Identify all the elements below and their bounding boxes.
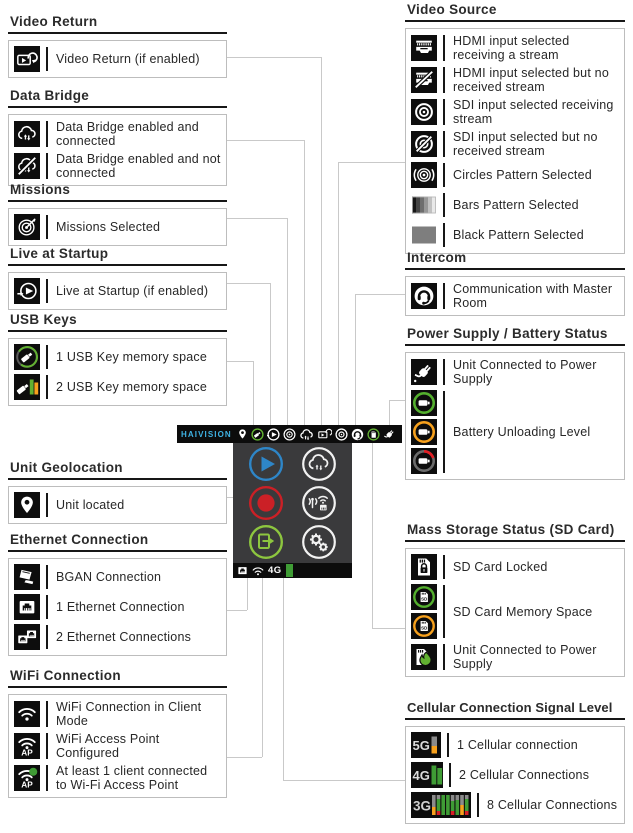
- data-bridge-connected-icon: [14, 121, 40, 147]
- legend-label: WiFi Access Point Configured: [56, 732, 160, 760]
- svg-text:SD: SD: [421, 596, 428, 602]
- legend-label: Black Pattern Selected: [453, 228, 584, 242]
- legend-box: [8, 208, 227, 246]
- video-return-icon: [14, 46, 40, 72]
- power-plug-icon: [383, 428, 396, 441]
- hdmi-no-stream-icon: [411, 67, 437, 93]
- sd-flame-icon: [411, 644, 437, 670]
- connector-video-return: [321, 57, 322, 425]
- legend-row: [14, 372, 221, 402]
- status-icons: [237, 428, 396, 441]
- legend-row: [411, 64, 619, 96]
- play-button[interactable]: [248, 446, 284, 482]
- legend-label: BGAN Connection: [56, 570, 162, 584]
- legend-box: [8, 486, 227, 524]
- haivision-logo: HAIVISION: [181, 429, 232, 439]
- legend-box: [8, 40, 227, 78]
- section-mass-storage: [405, 522, 625, 677]
- row-divider: [443, 223, 445, 247]
- wifi-client-icon: [14, 701, 40, 727]
- section-title: Data Bridge: [8, 88, 227, 108]
- section-data-bridge: [8, 88, 227, 186]
- connector-live-at-startup: [270, 283, 271, 425]
- connector-missions: [287, 218, 288, 425]
- row-divider: [443, 99, 445, 125]
- legend-row: [411, 582, 619, 641]
- live-at-startup-icon: [267, 428, 280, 441]
- section-title: Cellular Connection Signal Level: [405, 700, 625, 720]
- row-divider: [447, 733, 449, 757]
- legend-row: [14, 44, 221, 74]
- network-button[interactable]: [301, 485, 337, 521]
- record-button[interactable]: [248, 485, 284, 521]
- battery-level-icons: [411, 390, 437, 474]
- connector-mass-storage: [372, 628, 405, 629]
- legend-row: [411, 790, 619, 820]
- legend-row: [14, 118, 221, 150]
- section-ethernet: [8, 532, 227, 656]
- circles-pattern-icon: [411, 162, 437, 188]
- row-divider: [443, 283, 445, 309]
- legend-label: Circles Pattern Selected: [453, 168, 592, 182]
- data-bridge-cloud-icon: [299, 428, 315, 441]
- legend-row: [14, 762, 221, 794]
- battery-low-icon: [411, 448, 437, 474]
- row-divider: [449, 763, 451, 787]
- legend-label: 1 Ethernet Connection: [56, 600, 185, 614]
- cellular-3g-icon: [411, 792, 471, 818]
- legend-label: SDI input selected but no received stream: [453, 130, 598, 158]
- legend-box: [8, 338, 227, 406]
- legend-label: 1 USB Key memory space: [56, 350, 207, 364]
- missions-target-icon: [283, 428, 296, 441]
- row-divider: [46, 625, 48, 649]
- svg-text:AP: AP: [21, 780, 33, 789]
- connector-video-return: [227, 57, 321, 58]
- legend-row: [411, 760, 619, 790]
- legend-row: [411, 730, 619, 760]
- legend-box: [8, 114, 227, 186]
- sd-memory-high-icon: [411, 584, 437, 610]
- row-divider: [46, 595, 48, 619]
- row-divider: [477, 793, 479, 817]
- row-divider: [46, 279, 48, 303]
- bars-pattern-icon: [411, 192, 437, 218]
- legend-row: [411, 356, 619, 388]
- legend-row: [14, 730, 221, 762]
- legend-box: [405, 352, 625, 480]
- row-divider: [46, 375, 48, 399]
- connector-data-bridge: [227, 140, 304, 141]
- connector-cellular: [283, 780, 405, 781]
- row-divider: [46, 47, 48, 71]
- battery-high-icon: [411, 390, 437, 416]
- legend-label: Communication with Master Room: [453, 282, 613, 310]
- row-divider: [46, 215, 48, 239]
- settings-button[interactable]: [301, 524, 337, 560]
- row-divider: [443, 193, 445, 217]
- legend-label: Unit Connected to Power Supply: [453, 643, 597, 671]
- svg-text:5G: 5G: [412, 738, 430, 753]
- row-divider: [443, 644, 445, 670]
- section-wifi: [8, 668, 227, 798]
- sd-memory-icons: [411, 584, 437, 639]
- section-title: Unit Geolocation: [8, 460, 227, 480]
- row-divider: [46, 345, 48, 369]
- legend-row: [14, 342, 221, 372]
- row-divider: [443, 35, 445, 61]
- legend-row: [411, 220, 619, 250]
- legend-label: Live at Startup (if enabled): [56, 284, 209, 298]
- legend-row: [14, 276, 221, 306]
- sdi-connector-icon: [335, 428, 348, 441]
- data-bridge-button[interactable]: [301, 446, 337, 482]
- section-title: Video Source: [405, 2, 625, 22]
- ethernet-icon: [237, 565, 248, 576]
- legend-label: At least 1 client connected to Wi-Fi Access Point: [56, 764, 208, 792]
- row-divider: [46, 765, 48, 791]
- row-divider: [443, 391, 445, 473]
- legend-row: [411, 96, 619, 128]
- legend-row: [411, 280, 619, 312]
- legend-label: Unit Connected to Power Supply: [453, 358, 597, 386]
- row-divider: [46, 701, 48, 727]
- legend-label: HDMI input selected but no received stream: [453, 66, 609, 94]
- sd-memory-low-icon: [411, 613, 437, 639]
- video-return-icon: [318, 428, 332, 440]
- connector-intercom: [355, 294, 356, 425]
- section-title: Mass Storage Status (SD Card): [405, 522, 625, 542]
- connector-usb-keys: [227, 361, 253, 362]
- connector-cellular: [283, 578, 284, 780]
- legend-row: [14, 212, 221, 242]
- missions-icon: [14, 214, 40, 240]
- sdi-stream-icon: [411, 99, 437, 125]
- row-divider: [443, 131, 445, 157]
- row-divider: [443, 67, 445, 93]
- usb-key-1-icon: [14, 344, 40, 370]
- connector-wifi: [227, 757, 262, 758]
- legend-box: [405, 28, 625, 254]
- legend-label: Data Bridge enabled and connected: [56, 120, 199, 148]
- battery-medium-icon: [411, 419, 437, 445]
- section-title: Live at Startup: [8, 246, 227, 266]
- section-title: WiFi Connection: [8, 668, 227, 688]
- legend-label: Battery Unloading Level: [453, 425, 591, 439]
- power-plug-icon: [411, 359, 437, 385]
- legend-label: 2 USB Key memory space: [56, 380, 207, 394]
- cellular-4g-icon: [411, 762, 443, 788]
- intercom-headset-icon: [411, 283, 437, 309]
- section-cellular: [405, 700, 625, 824]
- section-missions: [8, 182, 227, 246]
- connector-data-bridge: [304, 140, 305, 425]
- svg-text:SD: SD: [421, 625, 428, 631]
- legend-label: HDMI input selected receiving a stream: [453, 34, 570, 62]
- svg-text:4G: 4G: [412, 768, 430, 783]
- legend-box: [8, 272, 227, 310]
- section-title: Video Return: [8, 14, 227, 34]
- sd-locked-icon: [411, 554, 437, 580]
- section-intercom: [405, 250, 625, 316]
- legend-box: [8, 558, 227, 656]
- ethernet-2-icon: [14, 624, 40, 650]
- device-status-top-bar: [177, 425, 402, 443]
- cellular-5g-icon: [411, 732, 441, 758]
- legend-label: Bars Pattern Selected: [453, 198, 579, 212]
- connector-power: [389, 400, 405, 401]
- legend-label: 8 Cellular Connections: [487, 798, 618, 812]
- connector-video-source: [338, 162, 405, 163]
- section-title: Ethernet Connection: [8, 532, 227, 552]
- legend-box: [8, 694, 227, 798]
- legend-row: [14, 490, 221, 520]
- connector-ethernet: [247, 578, 248, 610]
- legend-box: [405, 548, 625, 677]
- legend-box: [405, 276, 625, 316]
- usb-key-2-icon: [14, 374, 40, 400]
- connector-usb-keys: [253, 361, 254, 425]
- wifi-ap-icon: [14, 733, 40, 759]
- svg-text:3G: 3G: [413, 798, 432, 814]
- legend-label: SD Card Memory Space: [453, 604, 593, 619]
- hdmi-stream-icon: [411, 35, 437, 61]
- wifi-icon: [252, 566, 264, 576]
- network-type-label: 4G: [268, 565, 282, 576]
- legend-row: [14, 150, 221, 182]
- section-video-return: [8, 14, 227, 78]
- black-pattern-icon: [411, 222, 437, 248]
- sd-card-icon: [367, 428, 380, 441]
- legend-row: [411, 32, 619, 64]
- legend-label: SDI input selected receiving stream: [453, 98, 614, 126]
- section-video-source: [405, 2, 625, 254]
- legend-label: Data Bridge enabled and not connected: [56, 152, 221, 180]
- row-divider: [46, 733, 48, 759]
- row-divider: [46, 121, 48, 147]
- section-usb-keys: [8, 312, 227, 406]
- ethernet-1-icon: [14, 594, 40, 620]
- section-title: Intercom: [405, 250, 625, 270]
- row-divider: [46, 565, 48, 589]
- device-screen: [233, 443, 352, 563]
- connector-power: [389, 400, 390, 425]
- section-title: Power Supply / Battery Status: [405, 326, 625, 346]
- legend-row: [14, 592, 221, 622]
- legend-box: [405, 726, 625, 824]
- live-at-startup-icon: [14, 278, 40, 304]
- legend-row: [411, 641, 619, 673]
- legend-row: [14, 562, 221, 592]
- bgan-icon: [14, 564, 40, 590]
- section-unit-geolocation: [8, 460, 227, 524]
- legend-row: [14, 698, 221, 730]
- row-divider: [46, 153, 48, 179]
- usb-key-icon: [251, 428, 264, 441]
- connector-video-source: [338, 162, 339, 425]
- row-divider: [443, 555, 445, 579]
- legend-label: Unit located: [56, 498, 125, 512]
- connector-intercom: [355, 294, 405, 295]
- row-divider: [443, 359, 445, 385]
- section-title: Missions: [8, 182, 227, 202]
- geolocation-pin-icon: [237, 428, 248, 441]
- legend-row: [411, 128, 619, 160]
- legend-row: [411, 190, 619, 220]
- connector-ethernet: [227, 610, 247, 611]
- section-live-at-startup: [8, 246, 227, 310]
- legend-label: WiFi Connection in Client Mode: [56, 700, 202, 728]
- row-divider: [443, 163, 445, 187]
- row-divider: [46, 493, 48, 517]
- svg-text:AP: AP: [21, 748, 33, 757]
- live-output-button[interactable]: [248, 524, 284, 560]
- connector-live-at-startup: [227, 283, 270, 284]
- legend-label: 2 Ethernet Connections: [56, 630, 192, 644]
- legend-label: Missions Selected: [56, 220, 161, 234]
- section-power: [405, 326, 625, 480]
- legend-row: [14, 622, 221, 652]
- unit-located-icon: [14, 492, 40, 518]
- data-bridge-disconnected-icon: [14, 153, 40, 179]
- legend-label: Video Return (if enabled): [56, 52, 200, 66]
- row-divider: [443, 585, 445, 638]
- legend-label: 2 Cellular Connections: [459, 768, 590, 782]
- legend-label: SD Card Locked: [453, 560, 548, 574]
- intercom-headset-icon: [351, 428, 364, 441]
- legend-row: [411, 552, 619, 582]
- legend-label: 1 Cellular connection: [457, 738, 578, 752]
- connector-missions: [227, 218, 287, 219]
- wifi-ap-client-icon: [14, 765, 40, 791]
- section-title: USB Keys: [8, 312, 227, 332]
- legend-row: [411, 160, 619, 190]
- device-status-bottom-bar: [233, 563, 352, 578]
- legend-row: [411, 388, 619, 476]
- connector-wifi: [262, 578, 263, 757]
- signal-level-bar: [286, 564, 293, 577]
- connector-mass-storage: [372, 443, 373, 628]
- sdi-no-stream-icon: [411, 131, 437, 157]
